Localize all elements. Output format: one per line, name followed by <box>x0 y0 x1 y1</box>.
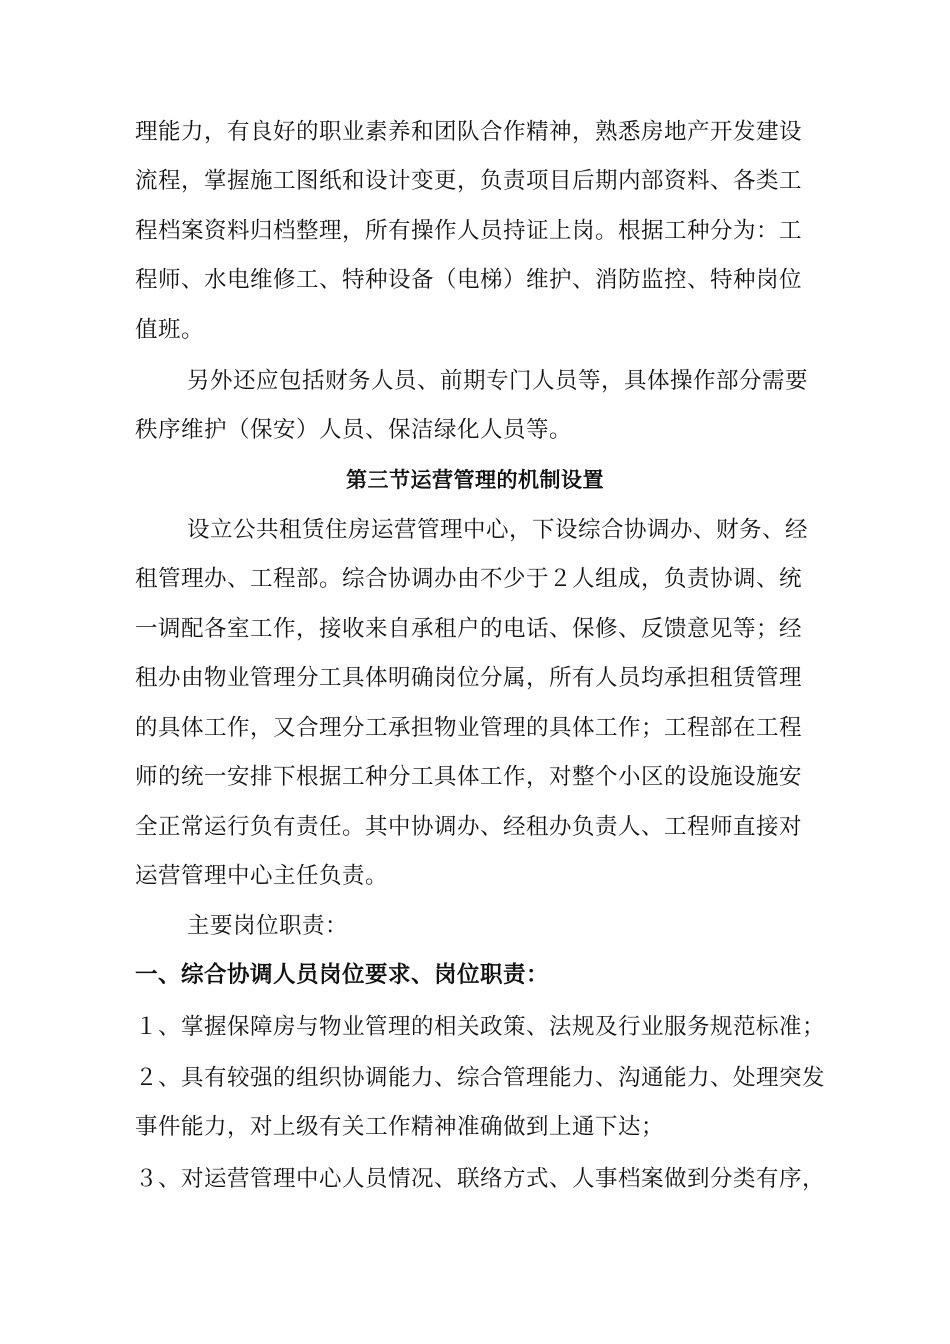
body-text-line: 值班。 <box>135 317 205 343</box>
body-text-line: 运营管理中心主任负责。 <box>135 863 389 889</box>
body-text-line: 的具体工作，又合理分工承担物业管理的具体工作；工程部在工程 <box>135 715 803 741</box>
body-text-line: 程师、水电维修工、特种设备（电梯）维护、消防监控、特种岗位 <box>135 267 803 293</box>
subsection-heading: 一、综合协调人员岗位要求、岗位职责： <box>135 962 550 988</box>
body-text-line: 流程，掌握施工图纸和设计变更，负责项目后期内部资料、各类工 <box>135 168 803 194</box>
body-text-line: 租办由物业管理分工具体明确岗位分属，所有人员均承担租赁管理 <box>135 665 803 691</box>
body-text-line: 程档案资料归档整理，所有操作人员持证上岗。根据工种分为：工 <box>135 218 803 244</box>
list-item: 事件能力，对上级有关工作精神准确做到上通下达； <box>135 1114 665 1140</box>
section-heading: 第三节运营管理的机制设置 <box>346 468 604 492</box>
body-text-line: 师的统一安排下根据工种分工具体工作，对整个小区的设施设施安 <box>135 764 803 790</box>
list-item: ３、对运营管理中心人员情况、联络方式、人事档案做到分类有序， <box>135 1166 826 1192</box>
list-item: ２、具有较强的组织协调能力、综合管理能力、沟通能力、处理突发 <box>135 1065 826 1091</box>
body-text-line: 另外还应包括财务人员、前期专门人员等，具体操作部分需要 <box>187 368 809 394</box>
body-text-line: 秩序维护（保安）人员、保洁绿化人员等。 <box>135 417 573 443</box>
duties-intro: 主要岗位职责： <box>187 913 349 939</box>
body-text-line: 租管理办、工程部。综合协调办由不少于２人组成，负责协调、统 <box>135 566 803 592</box>
list-item: １、掌握保障房与物业管理的相关政策、法规及行业服务规范标准； <box>135 1014 826 1040</box>
body-text-line: 设立公共租赁住房运营管理中心，下设综合协调办、财务、经 <box>187 517 809 543</box>
body-text-line: 全正常运行负有责任。其中协调办、经租办负责人、工程师直接对 <box>135 814 803 840</box>
body-text-line: 理能力，有良好的职业素养和团队合作精神，熟悉房地产开发建设 <box>135 119 803 145</box>
body-text-line: 一调配各室工作，接收来自承租户的电话、保修、反馈意见等；经 <box>135 616 803 642</box>
